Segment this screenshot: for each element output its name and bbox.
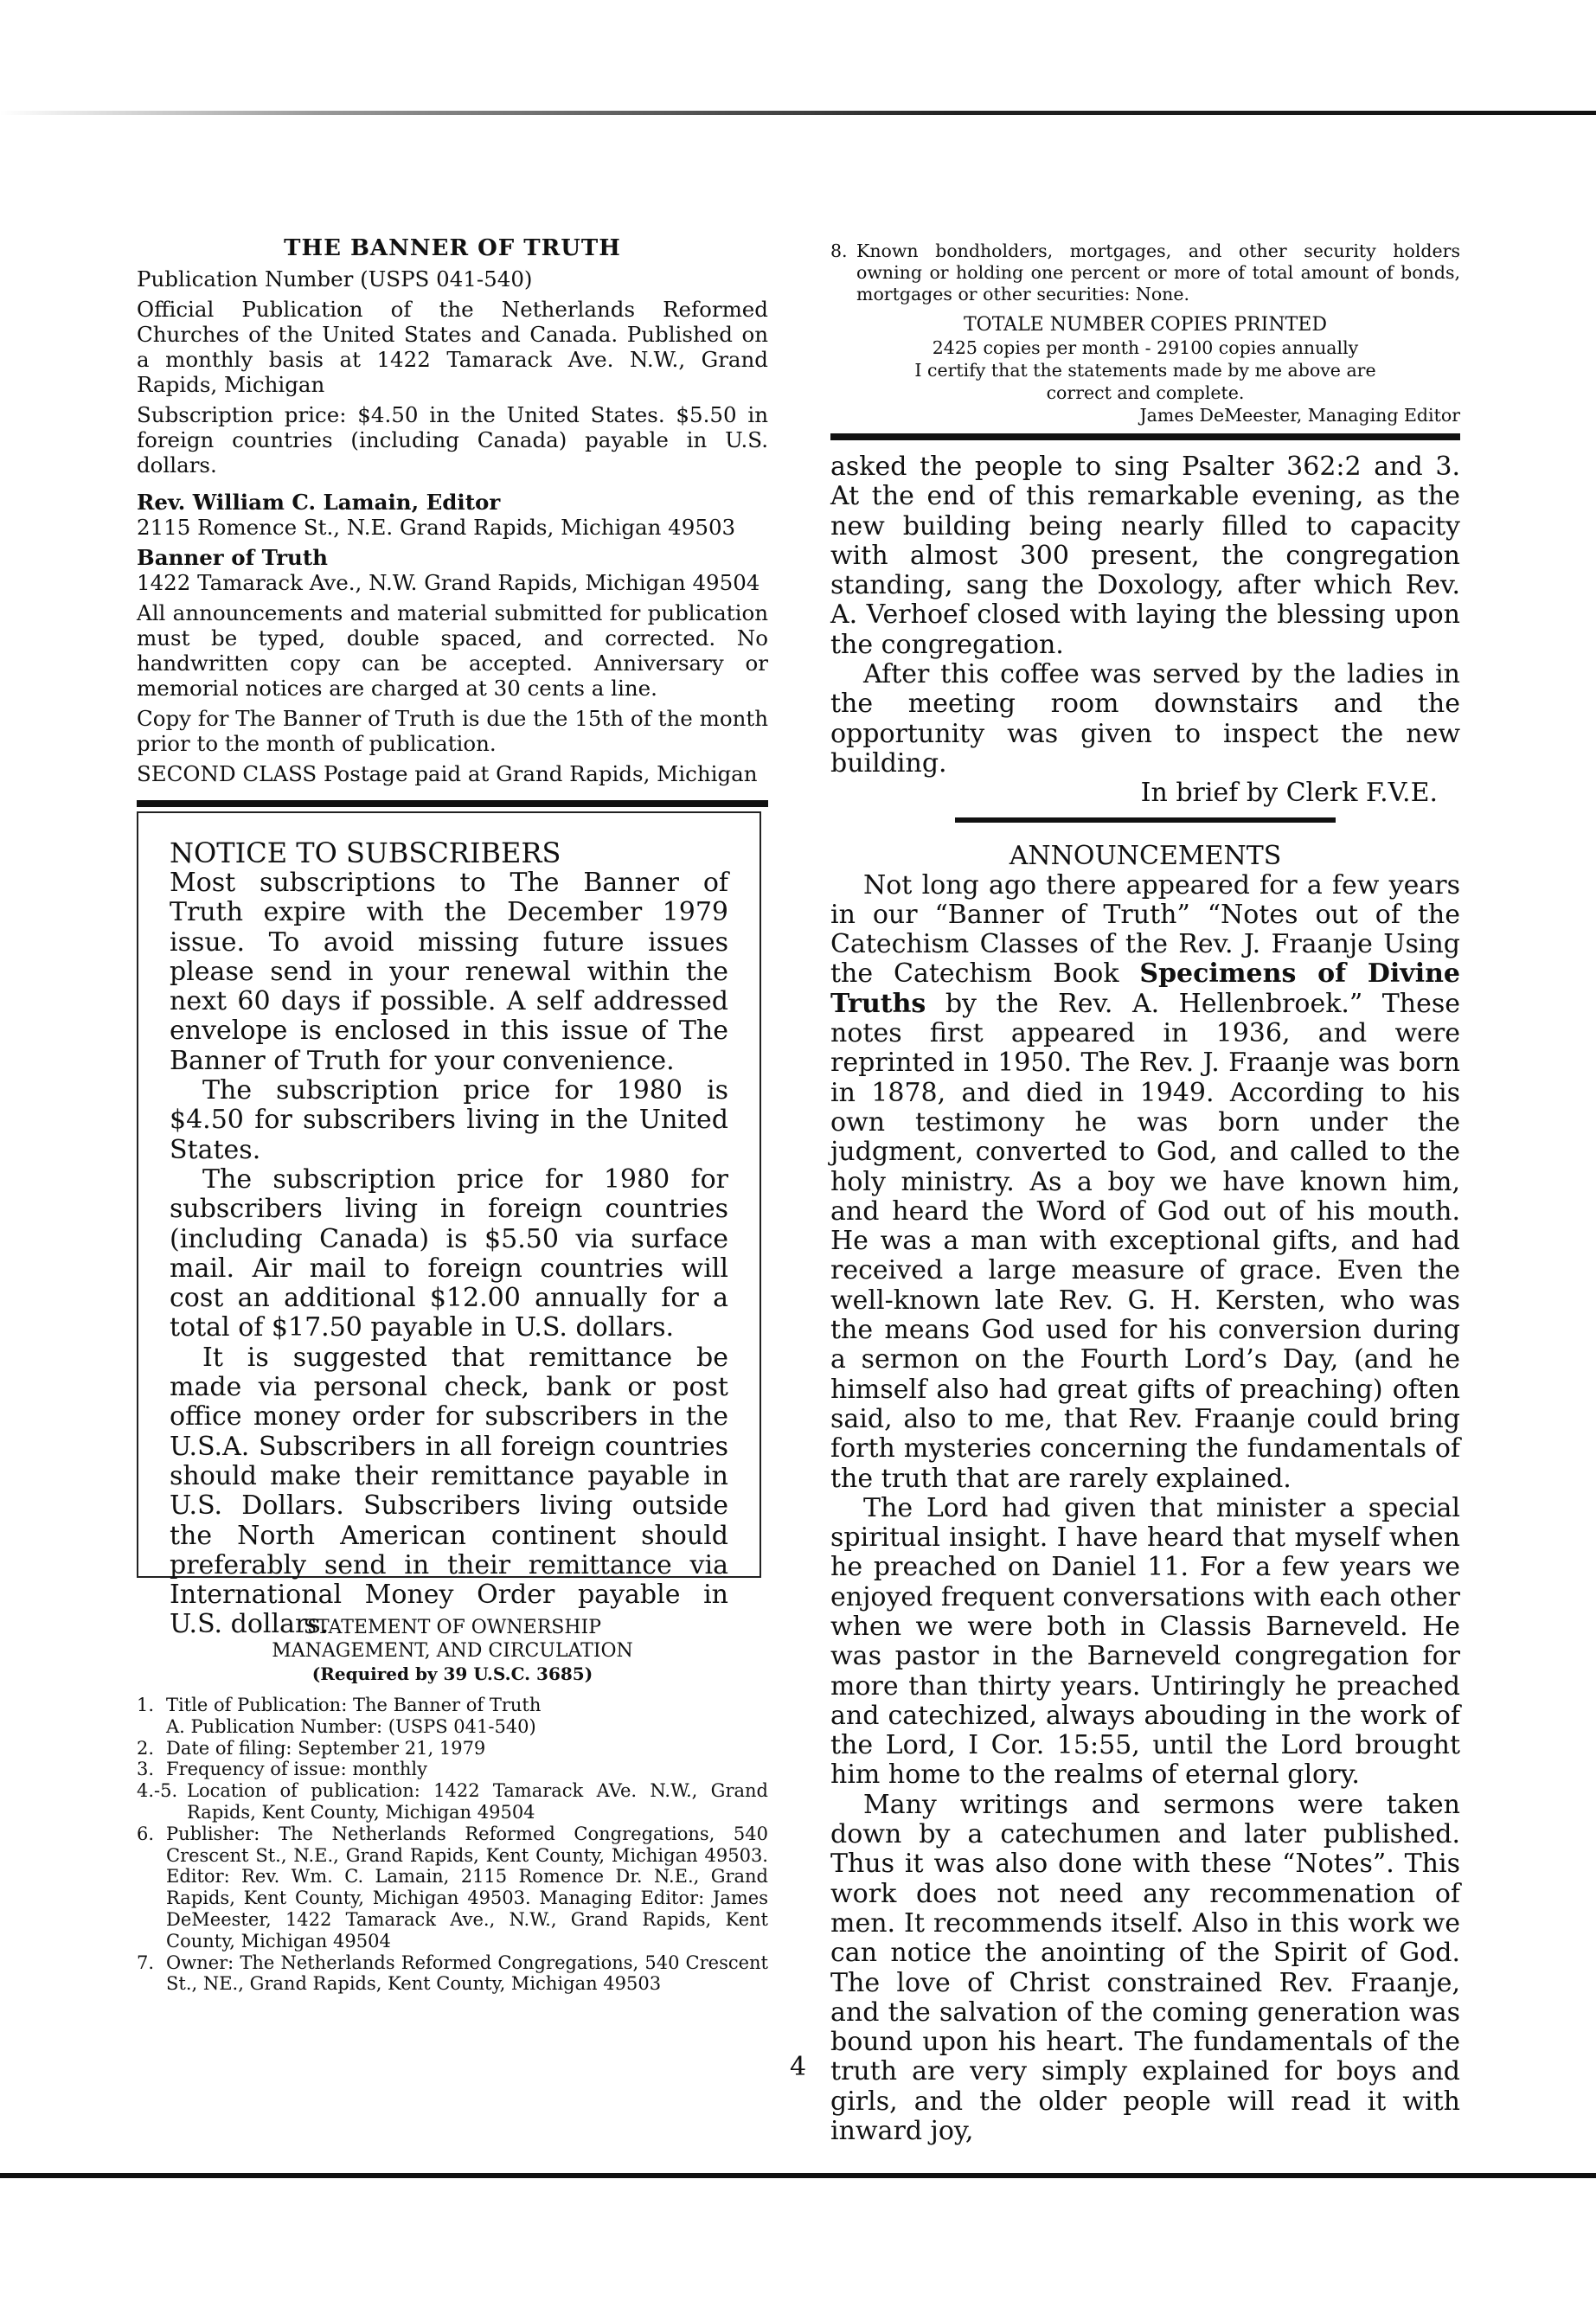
- publication-number: Publication Number (USPS 041-540): [137, 266, 533, 292]
- statement-item: 2. Date of filing: September 21, 1979: [137, 1737, 486, 1759]
- masthead-title: THE BANNER OF TRUTH: [284, 235, 621, 261]
- statement-title: MANAGEMENT, AND CIRCULATION: [272, 1640, 633, 1662]
- announcements-paragraph: Many writings and sermons were taken down by a catechumen and later published. Thus it was also done with these “Notes”. This work does not need any recommenation of men. It recommends itself. Also in this work we can notice the anointing of the Spirit of God. The love of Christ constrained Rev. Fraanje, and the salvation of the coming generation was bound upon his heart. The fundamentals of the truth are very simply explained for boys and girls, and the older people will read it with inward joy,: [830, 1789, 1460, 2147]
- notice-paragraph: The subscription price for 1980 for subscribers living in foreign countries (including Canada) is $5.50 via surface mail. Air mail to foreign countries will cost an additional $12.00 annually for a total of $17.50 payable in U.S. dollars.: [170, 1163, 728, 1343]
- editor-address: 2115 Romence St., N.E. Grand Rapids, Michigan 49503: [137, 515, 736, 540]
- statement-item: A. Publication Number: (USPS 041-540): [166, 1715, 536, 1737]
- statement-divider: [830, 433, 1460, 440]
- banner-office-name: Banner of Truth: [137, 545, 328, 570]
- statement-item: 3. Frequency of issue: monthly: [137, 1759, 427, 1780]
- total-copies-title: TOTALE NUMBER COPIES PRINTED: [964, 314, 1327, 336]
- article-signoff: In brief by Clerk F.V.E.: [1140, 778, 1438, 809]
- statement-item: 1. Title of Publication: The Banner of Truth: [137, 1695, 542, 1715]
- statement-item: 7. Owner: The Netherlands Reformed Congregations, 540 Crescent St., NE., Grand Rapids, Kent County, Michigan 49503: [137, 1952, 768, 1995]
- editor-name: Rev. William C. Lamain, Editor: [137, 490, 501, 515]
- article-continuation: [830, 452, 1460, 823]
- article-paragraph: After this coffee was served by the ladies in the meeting room downstairs and the opportunity was given to inspect the new building.: [830, 659, 1460, 779]
- masthead: [137, 266, 768, 807]
- page-number: 4: [789, 2052, 807, 2082]
- subscription-price-text: Subscription price: $4.50 in the United States. $5.50 in foreign countries (including Canada) payable in U.S. dollars.: [137, 402, 768, 478]
- announcements-title: ANNOUNCEMENTS: [1009, 840, 1282, 871]
- article-divider: [955, 817, 1336, 823]
- statement-item: 8. Known bondholders, mortgages, and other security holders owning or holding one percent or more of total amount of bonds, mortgages or other securities: None.: [830, 240, 1460, 304]
- certification-line: I certify that the statements made by me above are: [914, 360, 1376, 381]
- copy-due-text: Copy for The Banner of Truth is due the 15th of the month prior to the month of publication.: [137, 706, 768, 756]
- official-publication-text: Official Publication of the Netherlands Reformed Churches of the United States and Canada. Published on a monthly basis at 1422 Tamarack Ave. N.W., Grand Rapids, Michigan: [137, 297, 768, 397]
- certification-line: correct and complete.: [1046, 382, 1245, 403]
- statement-item: 4.-5. Location of publication: 1422 Tamarack AVe. N.W., Grand Rapids, Kent County, Michigan 49504: [137, 1780, 768, 1823]
- announcements-section: [830, 842, 1460, 2147]
- notice-paragraph: It is suggested that remittance be made via personal check, bank or post office money order for subscribers in the U.S.A. Subscribers in all foreign countries should make their remittance payable in U.S. Dollars. Subscribers living outside the North American continent should preferably send in their remittance via International Money Order payable in U.S. dollars.: [170, 1342, 728, 1640]
- managing-editor-signature: James DeMeester, Managing Editor: [1139, 405, 1460, 426]
- article-paragraph: asked the people to sing Psalter 362:2 and 3. At the end of this remarkable evening, as the new building being nearly filled to capacity with almost 300 present, the congregation standing, sang the Doxology, after which Rev. A. Verhoef closed with laying the blessing upon the congregation.: [830, 452, 1460, 660]
- announcements-paragraph: Not long ago there appeared for a few years in our “Banner of Truth” “Notes out of the Catechism Classes of the Rev. J. Fraanje Using the Catechism Book Specimens of Divine Truths by the Rev. A. Hellenbroek.” These notes first appeared in 1936, and were reprinted in 1950. The Rev. J. Fraanje was born in 1878, and died in 1949. According to his own testimony he was born under the judgment, converted to God, and called to the holy ministry. As a boy we have known him, and heard the Word of God out of his mouth. He was a man with exceptional gifts, and had received a large measure of grace. Even the well-known late Rev. G. H. Kersten, who was the means God used for his conversion during a sermon on the Fourth Lord’s Day, (and he himself also had great gifts of preaching) often said, also to me, that Rev. Fraanje could bring forth mysteries concerning the fundamentals of the truth that are rarely explained.: [830, 869, 1461, 1494]
- statement-continued: [830, 240, 1460, 2146]
- notice-paragraph: The subscription price for 1980 is $4.50 for subscribers living in the United States.: [170, 1075, 728, 1165]
- book-title: Specimens of Divine Truths: [830, 958, 1461, 1019]
- statement-item: 6. Publisher: The Netherlands Reformed Congregations, 540 Crescent St., N.E., Grand Rapids, Kent County, Michigan 49503. Editor: Rev. Wm. C. Lamain, 2115 Romence Dr. N.E., Grand Rapids, Kent County, Michigan 49503. Managing Editor: James DeMeester, 1422 Tamarack Ave., N.W., Grand Rapids, Kent County, Michigan 49504: [137, 1823, 768, 1952]
- statement-title: STATEMENT OF OWNERSHIP: [303, 1617, 602, 1638]
- masthead-divider: [137, 800, 768, 807]
- banner-office-address: 1422 Tamarack Ave., N.W. Grand Rapids, Michigan 49504: [137, 570, 760, 595]
- statement-requirement: (Required by 39 U.S.C. 3685): [311, 1663, 593, 1684]
- statement-of-ownership: [137, 1616, 768, 1995]
- announcements-paragraph: The Lord had given that minister a special spiritual insight. I have heard that myself when he preached on Daniel 11. For a few years we enjoyed frequent conversations with each other when we were both in Classis Barneveld. He was pastor in the Barneveld congregation for more than thirty years. Untiringly he preached and catechized, always abouding in the work of the Lord, I Cor. 15:55, until the Lord brought him home to the realms of eternal glory.: [830, 1492, 1460, 1791]
- notice-paragraph: Most subscriptions to The Banner of Truth expire with the December 1979 issue. To avoid missing future issues please send in your renewal within the next 60 days if possible. A self addressed envelope is enclosed in this issue of The Banner of Truth for your convenience.: [170, 868, 728, 1076]
- copies-printed: 2425 copies per month - 29100 copies annually: [932, 337, 1359, 358]
- postage-text: SECOND CLASS Postage paid at Grand Rapids, Michigan: [137, 761, 758, 786]
- notice-title: NOTICE TO SUBSCRIBERS: [170, 836, 561, 869]
- top-edge-rule: [0, 111, 1596, 115]
- announcements-policy-text: All announcements and material submitted for publication must be typed, double spaced, and corrected. No handwritten copy can be accepted. Anniversary or memorial notices are charged at 30 cents a line.: [137, 600, 768, 701]
- statement-items: [137, 1695, 768, 1995]
- bottom-edge-rule: [0, 2173, 1596, 2178]
